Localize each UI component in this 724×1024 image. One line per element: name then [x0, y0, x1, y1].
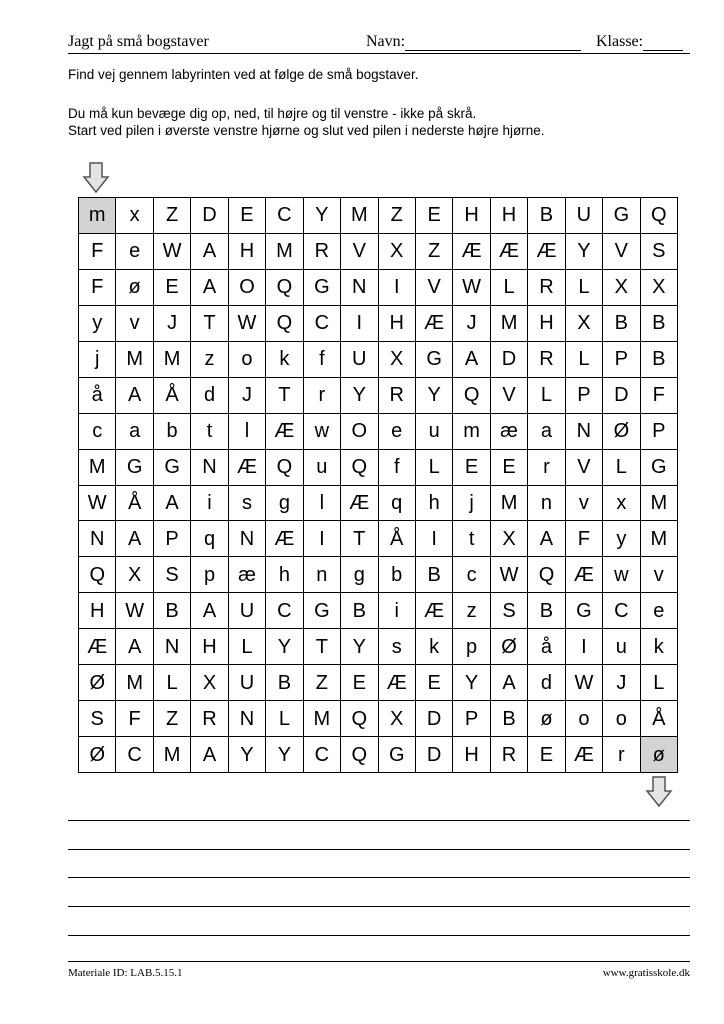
maze-cell: T: [191, 306, 228, 342]
maze-cell: X: [566, 306, 603, 342]
name-label: Navn:: [366, 33, 406, 50]
maze-cell: N: [154, 629, 191, 665]
maze-cell: L: [641, 665, 678, 701]
maze-start-cell: m: [79, 198, 116, 234]
maze-cell: v: [116, 306, 153, 342]
maze-cell: T: [304, 629, 341, 665]
maze-cell: G: [304, 270, 341, 306]
maze-cell: B: [266, 665, 303, 701]
maze-cell: c: [79, 414, 116, 450]
maze-cell: w: [603, 557, 640, 593]
maze-cell: Ø: [491, 629, 528, 665]
maze-cell: m: [453, 414, 490, 450]
maze-cell: L: [566, 270, 603, 306]
maze-cell: J: [229, 378, 266, 414]
maze-cell: E: [229, 198, 266, 234]
maze-cell: p: [191, 557, 228, 593]
maze-cell: Æ: [528, 234, 565, 270]
maze-cell: T: [266, 378, 303, 414]
maze-cell: Q: [341, 701, 378, 737]
maze-cell: N: [566, 414, 603, 450]
name-blank[interactable]: [405, 36, 581, 51]
maze-cell: R: [491, 737, 528, 773]
maze-cell: r: [304, 378, 341, 414]
maze-cell: B: [416, 557, 453, 593]
maze-cell: I: [341, 306, 378, 342]
maze-cell: Ø: [79, 665, 116, 701]
maze-cell: R: [528, 342, 565, 378]
end-arrow-icon: [645, 776, 673, 808]
maze-cell: M: [266, 234, 303, 270]
maze-cell: s: [379, 629, 416, 665]
class-label: Klasse:: [596, 33, 644, 50]
writing-line[interactable]: [68, 877, 690, 878]
maze-cell: z: [191, 342, 228, 378]
maze-cell: Ø: [79, 737, 116, 773]
maze-cell: ø: [116, 270, 153, 306]
instruction-line-2: Du må kun bevæge dig op, ned, til højre og til venstre - ikke på skrå.: [68, 106, 477, 121]
maze-cell: J: [603, 665, 640, 701]
maze-cell: A: [191, 593, 228, 629]
maze-cell: B: [491, 701, 528, 737]
maze-cell: A: [116, 521, 153, 557]
maze-cell: y: [79, 306, 116, 342]
writing-line[interactable]: [68, 820, 690, 821]
maze-cell: D: [603, 378, 640, 414]
maze-cell: H: [528, 306, 565, 342]
maze-cell: L: [416, 450, 453, 486]
maze-cell: f: [379, 450, 416, 486]
maze-cell: M: [304, 701, 341, 737]
maze-cell: u: [304, 450, 341, 486]
maze-cell: L: [229, 629, 266, 665]
maze-cell: H: [491, 198, 528, 234]
maze-cell: M: [641, 486, 678, 522]
maze-cell: U: [229, 665, 266, 701]
maze-cell: A: [453, 342, 490, 378]
maze-cell: k: [266, 342, 303, 378]
maze-cell: A: [116, 378, 153, 414]
maze-cell: Å: [154, 378, 191, 414]
maze-cell: E: [453, 450, 490, 486]
maze-cell: L: [528, 378, 565, 414]
maze-cell: F: [116, 701, 153, 737]
maze-cell: k: [416, 629, 453, 665]
maze-cell: Y: [341, 629, 378, 665]
maze-cell: j: [453, 486, 490, 522]
maze-cell: F: [79, 270, 116, 306]
maze-cell: G: [566, 593, 603, 629]
maze-cell: å: [528, 629, 565, 665]
maze-cell: N: [229, 701, 266, 737]
maze-cell: X: [379, 701, 416, 737]
maze-cell: y: [603, 521, 640, 557]
maze-cell: G: [416, 342, 453, 378]
maze-cell: W: [453, 270, 490, 306]
name-field[interactable]: [366, 33, 581, 51]
maze-cell: u: [603, 629, 640, 665]
maze-cell: X: [491, 521, 528, 557]
maze-cell: L: [566, 342, 603, 378]
maze-cell: A: [116, 629, 153, 665]
maze-cell: J: [453, 306, 490, 342]
maze-cell: E: [416, 198, 453, 234]
worksheet-title: Jagt på små bogstaver: [68, 33, 209, 50]
maze-cell: L: [154, 665, 191, 701]
maze-cell: Y: [266, 629, 303, 665]
maze-cell: b: [379, 557, 416, 593]
maze-cell: t: [191, 414, 228, 450]
maze-cell: Å: [116, 486, 153, 522]
maze-cell: W: [79, 486, 116, 522]
maze-cell: i: [379, 593, 416, 629]
maze-cell: æ: [229, 557, 266, 593]
maze-cell: Q: [266, 270, 303, 306]
maze-cell: A: [191, 234, 228, 270]
maze-cell: X: [116, 557, 153, 593]
maze-cell: r: [603, 737, 640, 773]
maze-cell: Å: [379, 521, 416, 557]
maze-cell: Q: [528, 557, 565, 593]
maze-cell: q: [191, 521, 228, 557]
maze-cell: T: [341, 521, 378, 557]
maze-cell: W: [154, 234, 191, 270]
maze-cell: g: [266, 486, 303, 522]
maze-cell: C: [266, 198, 303, 234]
maze-cell: M: [79, 450, 116, 486]
maze-cell: E: [416, 665, 453, 701]
maze-cell: V: [566, 450, 603, 486]
maze-cell: N: [79, 521, 116, 557]
maze-cell: x: [603, 486, 640, 522]
maze-cell: S: [154, 557, 191, 593]
maze-cell: L: [266, 701, 303, 737]
maze-cell: h: [266, 557, 303, 593]
maze-cell: A: [191, 737, 228, 773]
maze-cell: Æ: [566, 557, 603, 593]
maze-cell: W: [491, 557, 528, 593]
maze-cell: d: [191, 378, 228, 414]
start-arrow-icon: [82, 162, 110, 194]
maze-cell: O: [229, 270, 266, 306]
maze-cell: f: [304, 342, 341, 378]
maze-cell: Z: [416, 234, 453, 270]
maze-cell: M: [116, 342, 153, 378]
maze-cell: q: [379, 486, 416, 522]
maze-cell: G: [116, 450, 153, 486]
maze-cell: W: [116, 593, 153, 629]
maze-cell: B: [528, 593, 565, 629]
maze-cell: Æ: [229, 450, 266, 486]
maze-cell: k: [641, 629, 678, 665]
maze-cell: A: [528, 521, 565, 557]
maze-cell: M: [641, 521, 678, 557]
maze-cell: H: [191, 629, 228, 665]
maze-cell: I: [566, 629, 603, 665]
maze-cell: Q: [453, 378, 490, 414]
maze-cell: C: [266, 593, 303, 629]
maze-cell: P: [453, 701, 490, 737]
maze-cell: Æ: [453, 234, 490, 270]
maze-cell: M: [154, 342, 191, 378]
maze-cell: N: [191, 450, 228, 486]
maze-cell: P: [566, 378, 603, 414]
maze-cell: v: [566, 486, 603, 522]
maze-cell: M: [491, 486, 528, 522]
maze-cell: B: [154, 593, 191, 629]
maze-grid: [78, 197, 678, 773]
maze-cell: D: [416, 701, 453, 737]
maze-cell: G: [641, 450, 678, 486]
maze-cell: N: [341, 270, 378, 306]
maze-cell: C: [304, 306, 341, 342]
maze-cell: F: [566, 521, 603, 557]
maze-cell: X: [379, 234, 416, 270]
maze-cell: Q: [341, 737, 378, 773]
maze-cell: s: [229, 486, 266, 522]
maze-cell: e: [379, 414, 416, 450]
maze-cell: E: [154, 270, 191, 306]
maze-cell: å: [79, 378, 116, 414]
maze-cell: z: [453, 593, 490, 629]
maze-cell: R: [528, 270, 565, 306]
writing-line[interactable]: [68, 935, 690, 936]
maze-cell: R: [304, 234, 341, 270]
maze-cell: U: [341, 342, 378, 378]
maze-cell: o: [566, 701, 603, 737]
maze-cell: t: [453, 521, 490, 557]
maze-cell: B: [528, 198, 565, 234]
maze-end-cell: ø: [641, 737, 678, 773]
maze-cell: ø: [528, 701, 565, 737]
maze-cell: G: [154, 450, 191, 486]
maze-cell: B: [641, 342, 678, 378]
maze-cell: J: [154, 306, 191, 342]
maze-cell: j: [79, 342, 116, 378]
instruction-line-3: Start ved pilen i øverste venstre hjørne og slut ved pilen i nederste højre hjørne.: [68, 123, 545, 138]
maze-cell: Æ: [491, 234, 528, 270]
writing-line[interactable]: [68, 906, 690, 907]
page-header: [68, 33, 690, 54]
maze-cell: L: [491, 270, 528, 306]
maze-cell: P: [641, 414, 678, 450]
maze-cell: V: [341, 234, 378, 270]
maze-cell: e: [116, 234, 153, 270]
website-link[interactable]: www.gratisskole.dk: [602, 967, 690, 979]
maze-cell: Æ: [341, 486, 378, 522]
maze-cell: A: [191, 270, 228, 306]
maze-cell: D: [191, 198, 228, 234]
maze-cell: r: [528, 450, 565, 486]
maze-cell: D: [416, 737, 453, 773]
maze-cell: b: [154, 414, 191, 450]
maze-cell: p: [453, 629, 490, 665]
maze-cell: U: [566, 198, 603, 234]
maze-cell: Å: [641, 701, 678, 737]
maze-cell: Æ: [266, 414, 303, 450]
maze-cell: S: [79, 701, 116, 737]
maze-cell: P: [154, 521, 191, 557]
maze-cell: G: [379, 737, 416, 773]
maze-cell: C: [116, 737, 153, 773]
maze-cell: H: [229, 234, 266, 270]
maze-cell: B: [341, 593, 378, 629]
maze-cell: Z: [379, 198, 416, 234]
maze-cell: Q: [266, 306, 303, 342]
maze-cell: D: [491, 342, 528, 378]
maze-cell: u: [416, 414, 453, 450]
maze-cell: A: [154, 486, 191, 522]
maze-cell: X: [379, 342, 416, 378]
maze-cell: i: [191, 486, 228, 522]
instruction-line-1: Find vej gennem labyrinten ved at følge de små bogstaver.: [68, 67, 419, 82]
maze-cell: H: [79, 593, 116, 629]
maze-cell: S: [491, 593, 528, 629]
maze-cell: B: [641, 306, 678, 342]
maze-cell: G: [603, 198, 640, 234]
maze-cell: E: [341, 665, 378, 701]
maze-cell: a: [528, 414, 565, 450]
maze-cell: Æ: [266, 521, 303, 557]
maze-cell: c: [453, 557, 490, 593]
maze-cell: Y: [341, 378, 378, 414]
maze-cell: N: [229, 521, 266, 557]
maze-cell: h: [416, 486, 453, 522]
maze-cell: Æ: [379, 665, 416, 701]
maze-cell: Q: [266, 450, 303, 486]
maze-cell: R: [191, 701, 228, 737]
maze-cell: G: [304, 593, 341, 629]
maze-cell: X: [603, 270, 640, 306]
maze-cell: æ: [491, 414, 528, 450]
maze-cell: H: [453, 198, 490, 234]
maze-cell: Q: [79, 557, 116, 593]
maze-cell: A: [491, 665, 528, 701]
maze-cell: M: [154, 737, 191, 773]
maze-cell: n: [304, 557, 341, 593]
maze-cell: W: [566, 665, 603, 701]
maze-cell: Æ: [79, 629, 116, 665]
maze-cell: Æ: [566, 737, 603, 773]
maze-cell: Q: [341, 450, 378, 486]
maze-cell: P: [603, 342, 640, 378]
maze-cell: M: [341, 198, 378, 234]
maze-cell: n: [528, 486, 565, 522]
maze-cell: W: [229, 306, 266, 342]
maze-cell: Y: [566, 234, 603, 270]
maze-cell: I: [416, 521, 453, 557]
maze-cell: F: [79, 234, 116, 270]
maze-cell: V: [491, 378, 528, 414]
page-footer: [68, 961, 690, 982]
maze-cell: o: [229, 342, 266, 378]
maze-cell: C: [603, 593, 640, 629]
maze-cell: v: [641, 557, 678, 593]
maze-cell: R: [379, 378, 416, 414]
writing-line[interactable]: [68, 849, 690, 850]
maze-cell: V: [416, 270, 453, 306]
maze-cell: g: [341, 557, 378, 593]
maze-cell: Y: [266, 737, 303, 773]
maze-cell: X: [191, 665, 228, 701]
maze-cell: l: [304, 486, 341, 522]
maze-cell: o: [603, 701, 640, 737]
maze-cell: Y: [453, 665, 490, 701]
maze-cell: C: [304, 737, 341, 773]
maze-cell: Ø: [603, 414, 640, 450]
maze-cell: O: [341, 414, 378, 450]
maze-cell: Y: [304, 198, 341, 234]
maze-cell: H: [379, 306, 416, 342]
maze-cell: x: [116, 198, 153, 234]
material-id: Materiale ID: LAB.5.15.1: [68, 967, 183, 979]
maze-cell: d: [528, 665, 565, 701]
maze-cell: I: [304, 521, 341, 557]
maze-cell: U: [229, 593, 266, 629]
maze-cell: S: [641, 234, 678, 270]
maze-cell: Æ: [416, 306, 453, 342]
maze-cell: M: [491, 306, 528, 342]
maze-cell: Z: [154, 198, 191, 234]
maze-cell: Z: [304, 665, 341, 701]
maze-cell: E: [491, 450, 528, 486]
maze-cell: M: [116, 665, 153, 701]
maze-cell: Q: [641, 198, 678, 234]
maze-cell: F: [641, 378, 678, 414]
maze-cell: X: [641, 270, 678, 306]
maze-cell: Æ: [416, 593, 453, 629]
maze-cell: H: [453, 737, 490, 773]
maze-cell: E: [528, 737, 565, 773]
maze-cell: L: [603, 450, 640, 486]
class-blank[interactable]: [643, 36, 683, 51]
maze-cell: Y: [416, 378, 453, 414]
maze-cell: Y: [229, 737, 266, 773]
class-field[interactable]: [596, 33, 683, 51]
maze-cell: I: [379, 270, 416, 306]
maze-cell: V: [603, 234, 640, 270]
maze-cell: a: [116, 414, 153, 450]
maze-cell: B: [603, 306, 640, 342]
maze-cell: w: [304, 414, 341, 450]
maze-cell: e: [641, 593, 678, 629]
maze-cell: Z: [154, 701, 191, 737]
maze-cell: l: [229, 414, 266, 450]
